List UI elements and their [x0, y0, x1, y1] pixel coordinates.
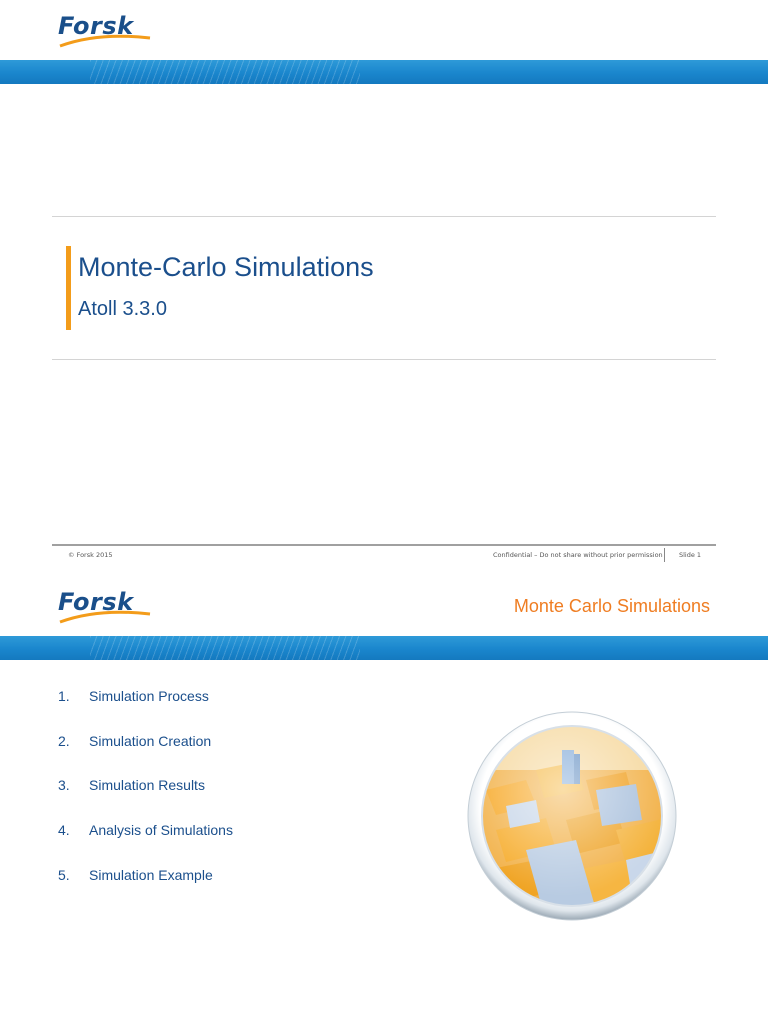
page-subtitle: Atoll 3.3.0	[78, 298, 167, 320]
agenda-label: Analysis of Simulations	[89, 822, 233, 838]
agenda-label: Simulation Results	[89, 777, 205, 793]
forsk-logo	[58, 12, 154, 52]
footer-separator	[664, 548, 665, 562]
agenda-number: 2.	[58, 733, 70, 749]
logo-swoosh-icon	[58, 606, 154, 628]
title-accent-bar	[66, 246, 71, 330]
footer-slide-number: Slide 1	[679, 551, 702, 559]
band-texture	[90, 60, 360, 84]
logo-text: Forsk	[58, 588, 134, 616]
logo-text: Forsk	[58, 12, 134, 40]
city-globe-image	[466, 710, 678, 922]
agenda-number: 1.	[58, 688, 70, 704]
agenda-label: Simulation Creation	[89, 733, 212, 749]
footer-confidential: Confidential – Do not share without prior permission	[493, 551, 663, 559]
footer-copyright: © Forsk 2015	[68, 551, 113, 559]
page-title: Monte-Carlo Simulations	[78, 252, 374, 282]
agenda-number: 5.	[58, 867, 70, 883]
header-band	[0, 60, 768, 84]
slide-header-title: Monte Carlo Simulations	[513, 596, 710, 616]
agenda-slide	[0, 576, 768, 1024]
agenda-label: Simulation Process	[89, 688, 209, 704]
header-band	[0, 636, 768, 660]
forsk-logo	[58, 588, 154, 628]
agenda-label: Simulation Example	[89, 867, 213, 883]
logo-swoosh-icon	[58, 30, 154, 52]
band-texture	[90, 636, 360, 660]
footer-rule	[52, 544, 716, 546]
agenda-number: 4.	[58, 822, 70, 838]
agenda-number: 3.	[58, 777, 70, 793]
divider-top	[52, 216, 716, 217]
divider-bottom	[52, 359, 716, 360]
